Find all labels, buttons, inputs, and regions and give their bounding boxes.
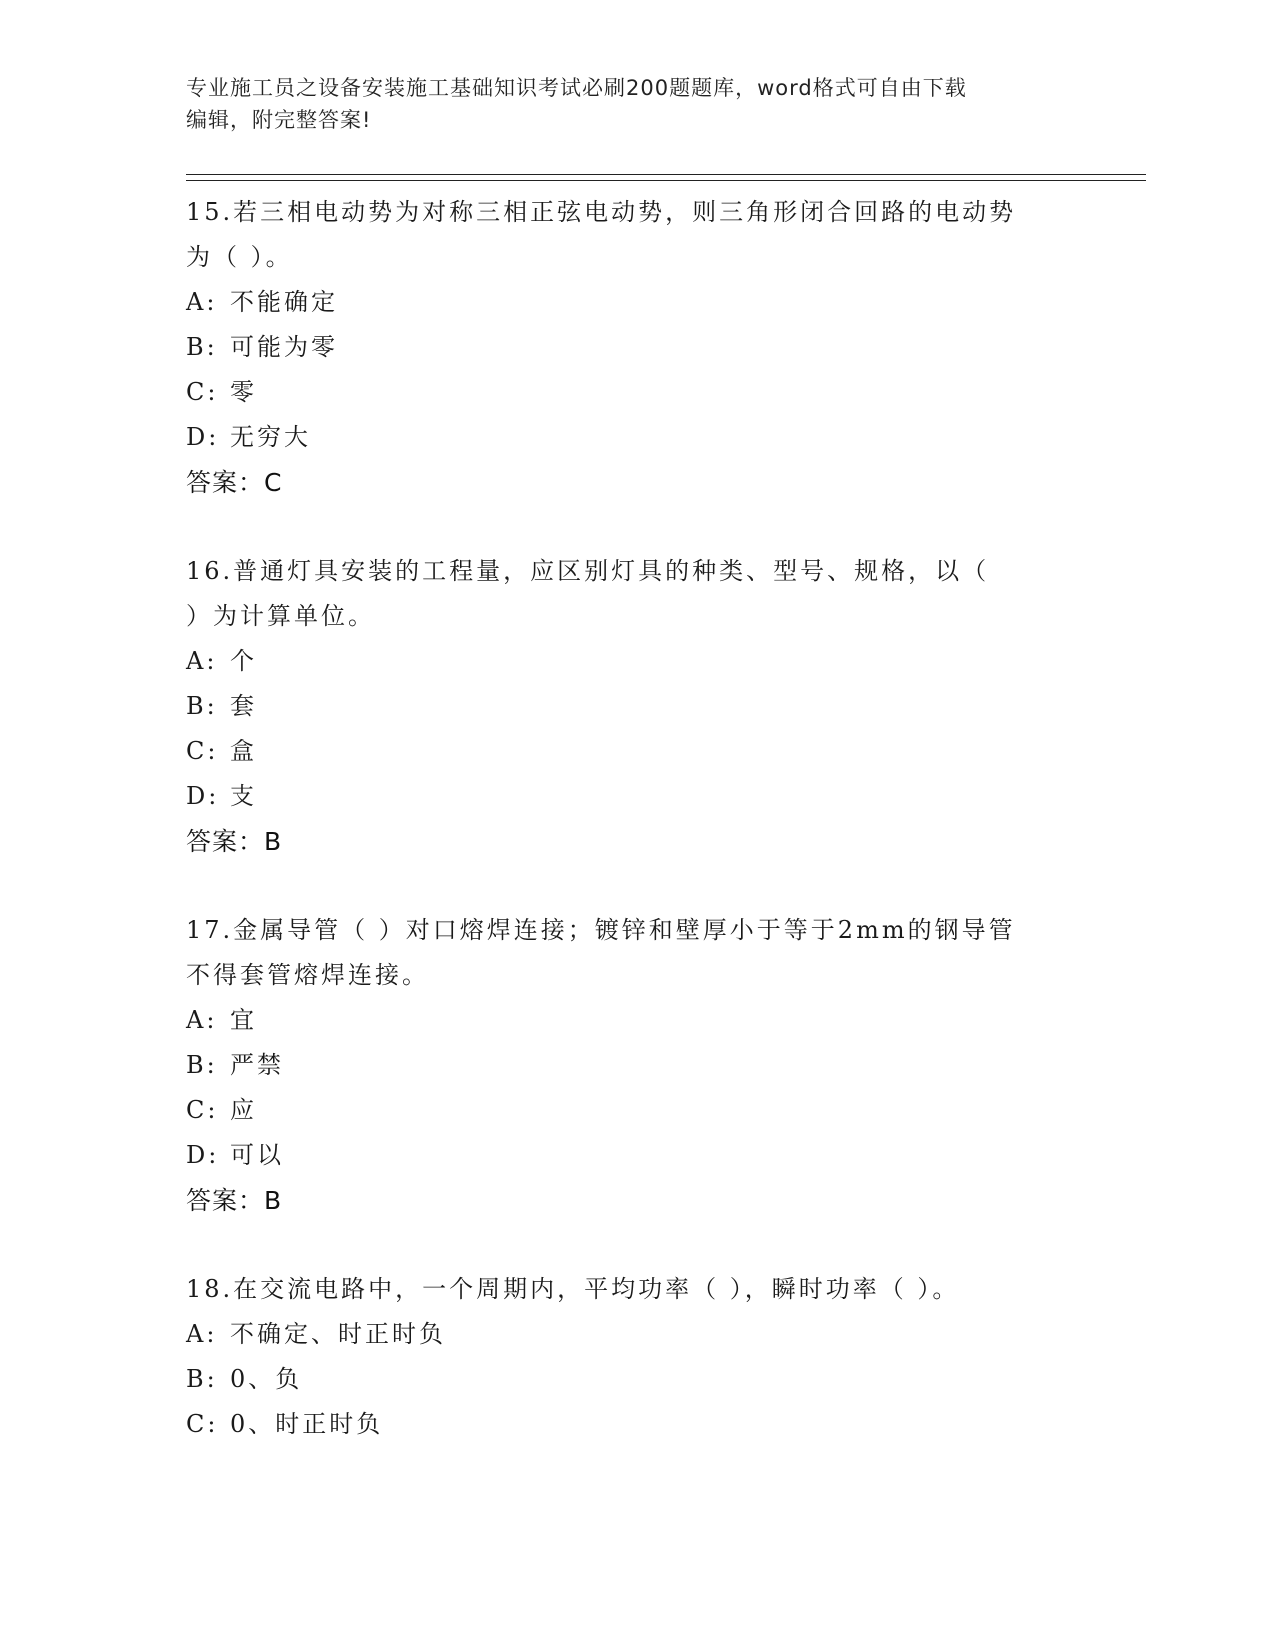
header-divider-bottom	[186, 180, 1146, 181]
question-15	[186, 190, 1086, 505]
answer-line: 答案：B	[186, 827, 283, 856]
question-stem-line-2: 为（ ）。	[186, 243, 293, 271]
document-header	[186, 72, 1066, 136]
question-stem-line-1: 16.普通灯具安装的工程量，应区别灯具的种类、型号、规格，以（	[186, 557, 990, 585]
answer-line: 答案：C	[186, 468, 283, 497]
option-text: 支	[230, 782, 257, 810]
option-c	[186, 1402, 1086, 1447]
option-c	[186, 370, 1086, 415]
option-key: C:	[186, 1410, 219, 1438]
option-text: 无穷大	[230, 423, 311, 451]
option-a	[186, 1312, 1086, 1357]
option-a	[186, 998, 1086, 1043]
option-text: 个	[230, 647, 257, 675]
option-d	[186, 1133, 1086, 1178]
option-text: 零	[230, 378, 257, 406]
option-text: 0、时正时负	[230, 1410, 384, 1438]
question-16	[186, 549, 1086, 864]
question-stem-line-2: 不得套管熔焊连接。	[186, 961, 429, 989]
option-d	[186, 415, 1086, 460]
option-text: 不能确定	[230, 288, 338, 316]
option-b	[186, 325, 1086, 370]
answer-line: 答案：B	[186, 1186, 283, 1215]
option-a	[186, 639, 1086, 684]
option-key: B:	[186, 1365, 218, 1393]
question-stem-line-1: 18.在交流电路中，一个周期内，平均功率（ ），瞬时功率（ ）。	[186, 1275, 960, 1303]
option-key: A:	[186, 1320, 218, 1348]
option-text: 可能为零	[230, 333, 338, 361]
option-key: C:	[186, 1096, 219, 1124]
option-text: 可以	[230, 1141, 284, 1169]
question-stem-line-2: ）为计算单位。	[186, 602, 375, 630]
option-b	[186, 684, 1086, 729]
header-divider-top	[186, 174, 1146, 175]
question-stem-line-1: 17.金属导管（ ）对口熔焊连接；镀锌和壁厚小于等于2mm的钢导管	[186, 916, 1016, 944]
question-list	[186, 190, 1086, 1491]
option-key: C:	[186, 378, 219, 406]
option-text: 宜	[230, 1006, 257, 1034]
option-a	[186, 280, 1086, 325]
option-key: A:	[186, 1006, 218, 1034]
option-key: D:	[186, 782, 220, 810]
header-line-1: 专业施工员之设备安装施工基础知识考试必刷200题题库，word格式可自由下载	[186, 76, 967, 100]
option-text: 严禁	[230, 1051, 284, 1079]
question-stem-line-1: 15.若三相电动势为对称三相正弦电动势，则三角形闭合回路的电动势	[186, 198, 1017, 226]
option-key: D:	[186, 423, 220, 451]
option-b	[186, 1043, 1086, 1088]
option-key: B:	[186, 692, 218, 720]
option-d	[186, 774, 1086, 819]
option-text: 0、负	[230, 1365, 303, 1393]
header-line-2: 编辑，附完整答案!	[186, 108, 372, 132]
option-key: B:	[186, 1051, 218, 1079]
option-text: 盒	[230, 737, 257, 765]
option-text: 应	[230, 1096, 257, 1124]
option-key: D:	[186, 1141, 220, 1169]
option-key: B:	[186, 333, 218, 361]
option-text: 不确定、时正时负	[230, 1320, 446, 1348]
option-key: C:	[186, 737, 219, 765]
option-b	[186, 1357, 1086, 1402]
option-text: 套	[230, 692, 257, 720]
option-c	[186, 1088, 1086, 1133]
question-18	[186, 1267, 1086, 1447]
option-c	[186, 729, 1086, 774]
question-17	[186, 908, 1086, 1223]
option-key: A:	[186, 647, 218, 675]
option-key: A:	[186, 288, 218, 316]
